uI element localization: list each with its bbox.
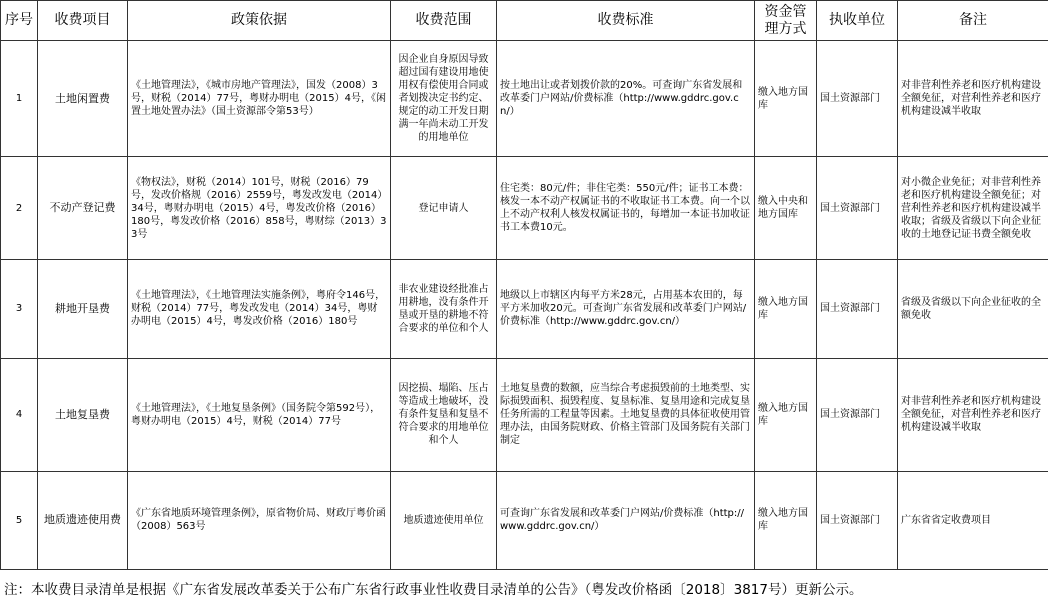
table-row — [1, 41, 1048, 157]
footnote: 注：本收费目录清单是根据《广东省发展改革委关于公布广东省行政事业性收费目录清单的公告》（粤发改价格函〔2018〕3817号）更新公示。 — [4, 582, 863, 598]
header-scope: 收费范围 — [391, 1, 497, 41]
cell-unit: 国土资源部门 — [817, 41, 898, 157]
cell-standard: 土地复垦费的数额，应当综合考虑损毁前的土地类型、实际损毁面积、损毁程度、复垦标准、复垦用途和完成复垦任务所需的工程量等因素。土地复垦费的具体征收使用管理办法，由国务院财政、价格主管部门及国务院有关部门制定 — [497, 358, 755, 471]
table-row — [1, 471, 1048, 569]
header-remark: 备注 — [898, 1, 1048, 41]
cell-item: 土地闲置费 — [38, 41, 128, 157]
cell-unit: 国土资源部门 — [817, 471, 898, 569]
cell-standard: 地级以上市辖区内每平方米28元，占用基本农田的，每平方米加收20元。可查询广东省发展和改革委门户网站/价费标准（http://www.gddrc.gov.cn/） — [497, 260, 755, 358]
cell-unit: 国土资源部门 — [817, 358, 898, 471]
header-seq: 序号 — [1, 1, 38, 41]
cell-unit: 国土资源部门 — [817, 157, 898, 260]
header-fund: 资金管理方式 — [755, 1, 817, 41]
cell-basis: 《土地管理法》，《土地管理法实施条例》，粤府令146号，财税（2014）77号，粤发改发电（2014）34号，粤财办明电（2015）4号，粤发改价格（2016）180号 — [128, 260, 391, 358]
cell-fund: 缴入地方国库 — [755, 41, 817, 157]
cell-unit: 国土资源部门 — [817, 260, 898, 358]
cell-basis: 《物权法》，财税（2014）101号，财税（2016）79号，发改价格规（2016）2559号，粤发改发电（2014）34号，粤财办明电（2015）4号，粤发改价格（2016）180号，粤发改价格（2016）858号，粤财综（2013）33号 — [128, 157, 391, 260]
cell-remark: 广东省省定收费项目 — [898, 471, 1048, 569]
cell-basis: 《广东省地质环境管理条例》，原省物价局、财政厅粤价函（2008）563号 — [128, 471, 391, 569]
cell-seq: 3 — [1, 260, 38, 358]
cell-fund: 缴入中央和地方国库 — [755, 157, 817, 260]
cell-remark: 对非营利性养老和医疗机构建设全额免征，对营利性养老和医疗机构建设减半收取 — [898, 41, 1048, 157]
table-row — [1, 358, 1048, 471]
cell-standard: 可查询广东省发展和改革委门户网站/价费标准（http://www.gddrc.gov.cn/） — [497, 471, 755, 569]
cell-seq: 5 — [1, 471, 38, 569]
cell-item: 不动产登记费 — [38, 157, 128, 260]
cell-scope: 非农业建设经批准占用耕地，没有条件开垦或开垦的耕地不符合要求的单位和个人 — [391, 260, 497, 358]
cell-scope: 因挖损、塌陷、压占等造成土地破坏，没有条件复垦和复垦不符合要求的用地单位和个人 — [391, 358, 497, 471]
cell-seq: 2 — [1, 157, 38, 260]
table-row — [1, 260, 1048, 358]
cell-seq: 4 — [1, 358, 38, 471]
cell-scope: 地质遗迹使用单位 — [391, 471, 497, 569]
cell-remark: 省级及省级以下向企业征收的全额免收 — [898, 260, 1048, 358]
cell-fund: 缴入地方国库 — [755, 471, 817, 569]
cell-fund: 缴入地方国库 — [755, 260, 817, 358]
header-basis: 政策依据 — [128, 1, 391, 41]
cell-standard: 按土地出让或者划拨价款的20%。可查询广东省发展和改革委门户网站/价费标准（http://www.gddrc.gov.cn/） — [497, 41, 755, 157]
cell-item: 耕地开垦费 — [38, 260, 128, 358]
cell-standard: 住宅类：80元/件；非住宅类：550元/件；证书工本费：核发一本不动产权属证书的不收取证书工本费。向一个以上不动产权利人核发权属证书的，每增加一本证书加收证书工本费10元。 — [497, 157, 755, 260]
cell-remark: 对非营利性养老和医疗机构建设全额免征，对营利性养老和医疗机构建设减半收取 — [898, 358, 1048, 471]
cell-basis: 《土地管理法》，《城市房地产管理法》，国发（2008）3号，财税（2014）77号，粤财办明电（2015）4号，《闲置土地处置办法》（国土资源部令第53号） — [128, 41, 391, 157]
header-unit: 执收单位 — [817, 1, 898, 41]
cell-remark: 对小微企业免征；对非营利性养老和医疗机构建设全额免征；对营利性养老和医疗机构建设减半收取；省级及省级以下向企业征收的土地登记证书费全额免收 — [898, 157, 1048, 260]
cell-basis: 《土地管理法》，《土地复垦条例》（国务院令第592号），粤财办明电（2015）4号，财税（2014）77号 — [128, 358, 391, 471]
table-header-row — [1, 1, 1048, 41]
cell-scope: 因企业自身原因导致超过国有建设用地使用权有偿使用合同或者划拨决定书约定、规定的动工开发日期满一年尚未动工开发的用地单位 — [391, 41, 497, 157]
header-item: 收费项目 — [38, 1, 128, 41]
cell-seq: 1 — [1, 41, 38, 157]
table-row — [1, 157, 1048, 260]
cell-scope: 登记申请人 — [391, 157, 497, 260]
cell-item: 地质遗迹使用费 — [38, 471, 128, 569]
cell-item: 土地复垦费 — [38, 358, 128, 471]
header-standard: 收费标准 — [497, 1, 755, 41]
cell-fund: 缴入地方国库 — [755, 358, 817, 471]
